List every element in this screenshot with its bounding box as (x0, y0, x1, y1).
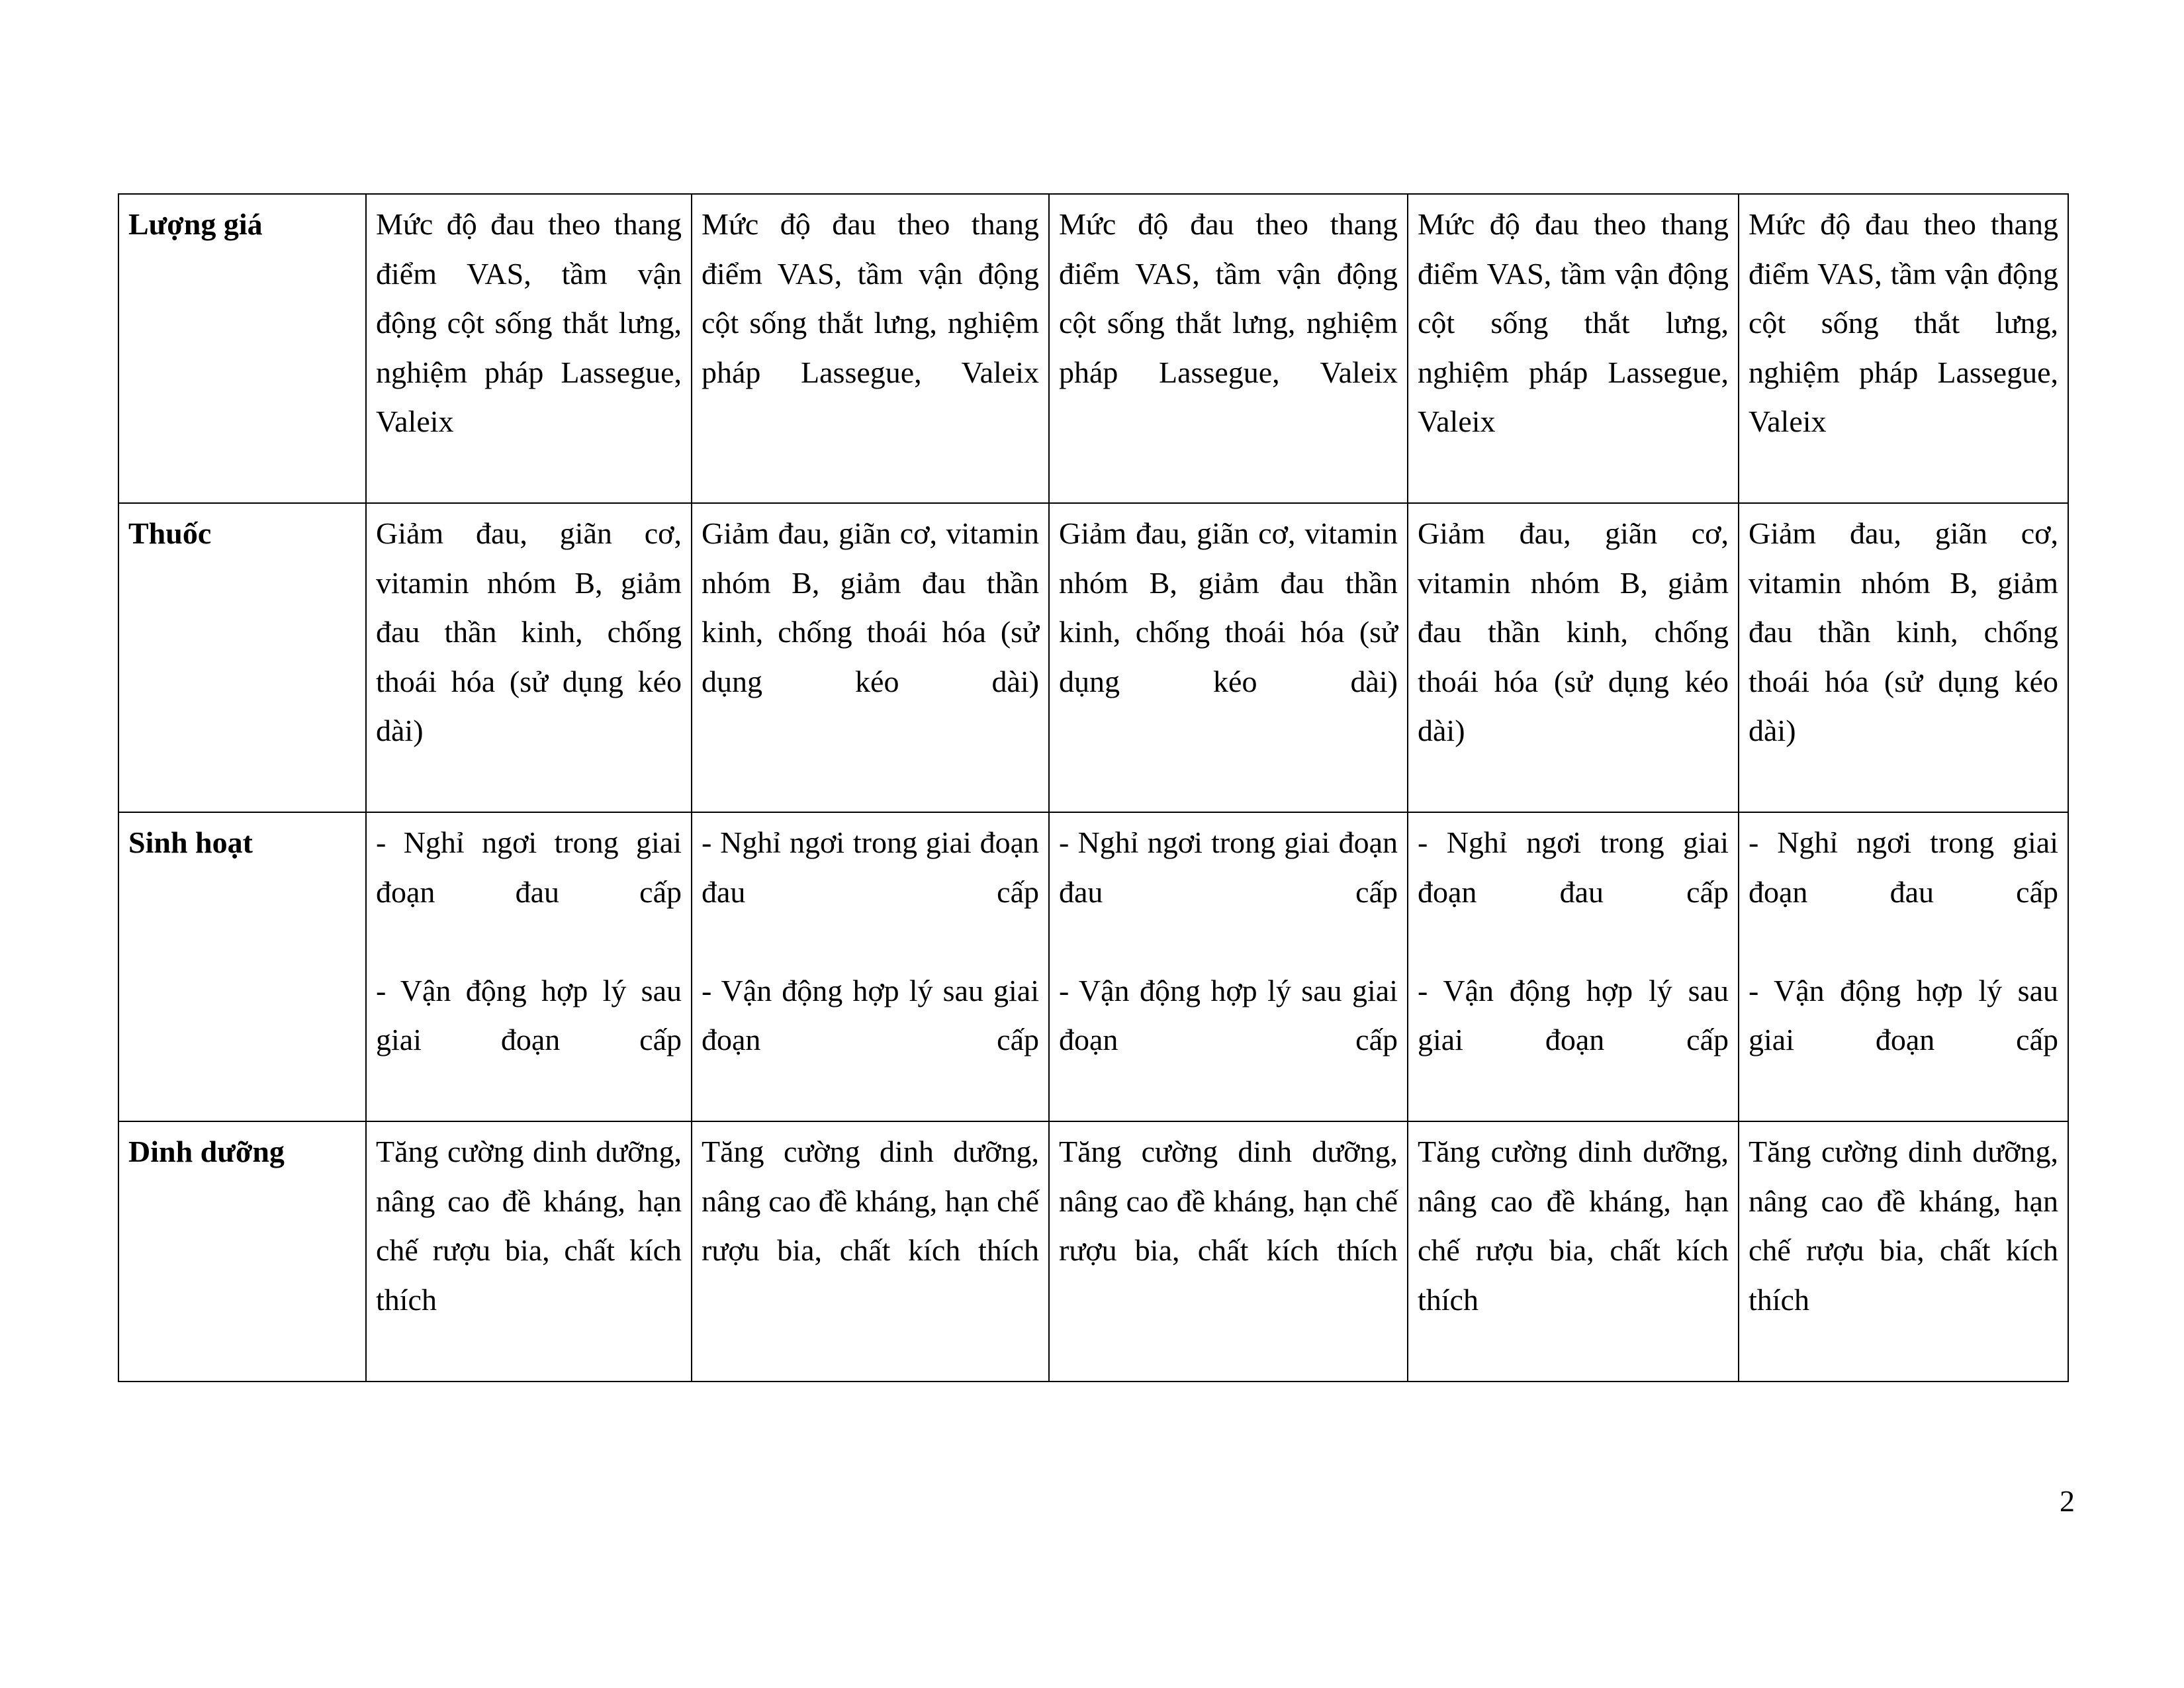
page-number: 2 (2060, 1484, 2075, 1518)
cell-thuoc-col5 (1739, 503, 2068, 812)
cell-luong-gia-col3 (1049, 194, 1408, 503)
table-row (118, 812, 2068, 1121)
cell-text: Giảm đau, giãn cơ, vitamin nhóm B, giảm đau thần kinh, chống thoái hóa (sử dụng kéo dài) (702, 516, 1039, 698)
cell-thuoc-col3 (1049, 503, 1408, 812)
cell-text: Tăng cường dinh dưỡng, nâng cao đề kháng, hạn chế rượu bia, chất kích thích (702, 1135, 1039, 1268)
cell-luong-gia-col5 (1739, 194, 2068, 503)
cell-text-line: - Nghỉ ngơi trong giai đoạn đau cấp (376, 825, 682, 909)
cell-text: Mức độ đau theo thang điểm VAS, tầm vận động cột sống thắt lưng, nghiệm pháp Lassegue, Valeix (702, 207, 1039, 389)
cell-text: Tăng cường dinh dưỡng, nâng cao đề kháng, hạn chế rượu bia, chất kích thích (1418, 1135, 1729, 1317)
cell-text: Giảm đau, giãn cơ, vitamin nhóm B, giảm đau thần kinh, chống thoái hóa (sử dụng kéo dài) (376, 516, 682, 748)
cell-text-line: - Vận động hợp lý sau giai đoạn cấp (1418, 973, 1729, 1057)
cell-text: Giảm đau, giãn cơ, vitamin nhóm B, giảm đau thần kinh, chống thoái hóa (sử dụng kéo dài) (1059, 516, 1398, 698)
cell-text: Mức độ đau theo thang điểm VAS, tầm vận động cột sống thắt lưng, nghiệm pháp Lassegue, Valeix (1749, 207, 2058, 439)
cell-text: Tăng cường dinh dưỡng, nâng cao đề kháng, hạn chế rượu bia, chất kích thích (1749, 1135, 2058, 1317)
table-row (118, 1121, 2068, 1382)
cell-thuoc-col2 (692, 503, 1049, 812)
treatment-comparison-table (118, 193, 2069, 1382)
cell-text: Mức độ đau theo thang điểm VAS, tầm vận động cột sống thắt lưng, nghiệm pháp Lassegue, Valeix (376, 207, 682, 439)
table-row (118, 194, 2068, 503)
cell-luong-gia-col1 (366, 194, 692, 503)
cell-sinh-hoat-col4 (1408, 812, 1739, 1121)
cell-sinh-hoat-col1 (366, 812, 692, 1121)
cell-thuoc-col1 (366, 503, 692, 812)
row-label-dinh-duong: Dinh dưỡng (118, 1121, 366, 1382)
cell-thuoc-col4 (1408, 503, 1739, 812)
cell-sinh-hoat-col3 (1049, 812, 1408, 1121)
row-label-luong-gia: Lượng giá (118, 194, 366, 503)
cell-text-line: - Vận động hợp lý sau giai đoạn cấp (376, 973, 682, 1057)
cell-text-line: - Nghỉ ngơi trong giai đoạn đau cấp (1059, 825, 1398, 909)
cell-text: Giảm đau, giãn cơ, vitamin nhóm B, giảm đau thần kinh, chống thoái hóa (sử dụng kéo dài) (1749, 516, 2058, 748)
cell-text: Giảm đau, giãn cơ, vitamin nhóm B, giảm đau thần kinh, chống thoái hóa (sử dụng kéo dài) (1418, 516, 1729, 748)
cell-text-line: - Nghỉ ngơi trong giai đoạn đau cấp (1749, 825, 2058, 909)
cell-luong-gia-col2 (692, 194, 1049, 503)
cell-text-line: - Vận động hợp lý sau giai đoạn cấp (702, 973, 1039, 1057)
cell-text: Mức độ đau theo thang điểm VAS, tầm vận động cột sống thắt lưng, nghiệm pháp Lassegue, Valeix (1418, 207, 1729, 439)
cell-sinh-hoat-col2 (692, 812, 1049, 1121)
cell-dinh-duong-col4 (1408, 1121, 1739, 1382)
cell-text: Tăng cường dinh dưỡng, nâng cao đề kháng, hạn chế rượu bia, chất kích thích (1059, 1135, 1398, 1268)
cell-text-line: - Vận động hợp lý sau giai đoạn cấp (1749, 973, 2058, 1057)
cell-text: Mức độ đau theo thang điểm VAS, tầm vận động cột sống thắt lưng, nghiệm pháp Lassegue, Valeix (1059, 207, 1398, 389)
cell-dinh-duong-col5 (1739, 1121, 2068, 1382)
cell-dinh-duong-col1 (366, 1121, 692, 1382)
table-container (118, 193, 2068, 1382)
cell-dinh-duong-col3 (1049, 1121, 1408, 1382)
cell-sinh-hoat-col5 (1739, 812, 2068, 1121)
cell-text: Tăng cường dinh dưỡng, nâng cao đề kháng, hạn chế rượu bia, chất kích thích (376, 1135, 682, 1317)
row-label-sinh-hoat: Sinh hoạt (118, 812, 366, 1121)
cell-text-line: - Vận động hợp lý sau giai đoạn cấp (1059, 973, 1398, 1057)
cell-text-line: - Nghỉ ngơi trong giai đoạn đau cấp (1418, 825, 1729, 909)
cell-dinh-duong-col2 (692, 1121, 1049, 1382)
row-label-thuoc: Thuốc (118, 503, 366, 812)
cell-text-line: - Nghỉ ngơi trong giai đoạn đau cấp (702, 825, 1039, 909)
cell-luong-gia-col4 (1408, 194, 1739, 503)
table-row (118, 503, 2068, 812)
